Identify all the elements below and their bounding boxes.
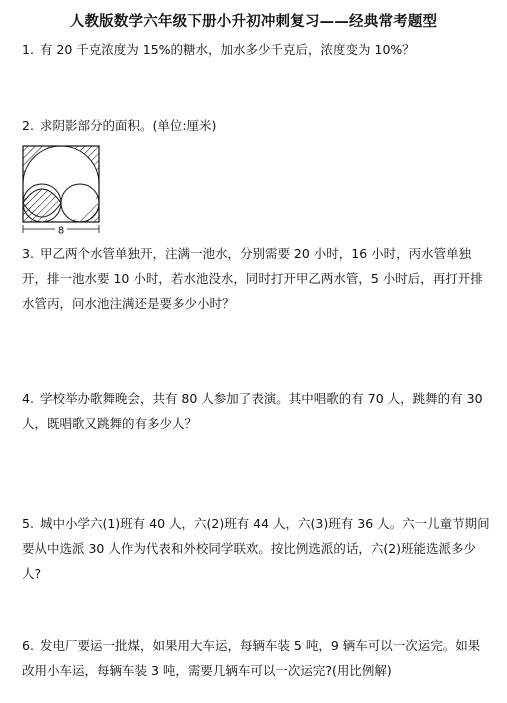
question-3 bbox=[22, 241, 492, 316]
circle-arc-right bbox=[61, 184, 99, 222]
question-4 bbox=[22, 386, 492, 436]
question-text: 有 20 千克浓度为 15%的糖水，加水多少千克后，浓度变为 10%？ bbox=[39, 42, 415, 57]
question-number: 6. bbox=[22, 638, 34, 653]
question-5 bbox=[22, 511, 492, 586]
question-text: 城中小学六(1)班有 40 人，六(2)班有 44 人，六(3)班有 36 人。六一儿童节期间要从中选派 30 人作为代表和外校同学联欢。按比例选派的话，六(2)班能选派多少人? bbox=[22, 516, 490, 581]
shaded-area-figure bbox=[22, 145, 104, 241]
question-number: 4. bbox=[22, 391, 34, 406]
question-number: 5. bbox=[22, 516, 34, 531]
question-number: 1. bbox=[22, 42, 34, 57]
question-text: 甲乙两个水管单独开，注满一池水，分别需要 20 小时，16 小时，丙水管单独开，排一池水要 10 小时，若水池没水，同时打开甲乙两水管，5 小时后，再打开排水管丙，问水池注满还是要多少小时？ bbox=[22, 246, 483, 311]
geometry-diagram bbox=[22, 145, 104, 237]
question-text: 学校举办歌舞晚会，共有 80 人参加了表演。其中唱歌的有 70 人，跳舞的有 30 人，既唱歌又跳舞的有多少人？ bbox=[22, 391, 483, 431]
dimension-label: 8 bbox=[57, 225, 65, 237]
page-title: 人教版数学六年级下册小升初冲刺复习——经典常考题型 bbox=[69, 14, 438, 30]
question-number: 3. bbox=[22, 246, 34, 261]
question-text: 发电厂要运一批煤，如果用大车运，每辆车装 5 吨，9 辆车可以一次运完。如果改用小车运，每辆车装 3 吨，需要几辆车可以一次运完?(用比例解) bbox=[22, 638, 481, 678]
question-text: 求阴影部分的面积。(单位:厘米) bbox=[39, 118, 217, 133]
question-1 bbox=[22, 37, 492, 62]
question-6 bbox=[22, 633, 492, 683]
question-2 bbox=[22, 113, 492, 138]
question-number: 2. bbox=[22, 118, 34, 133]
